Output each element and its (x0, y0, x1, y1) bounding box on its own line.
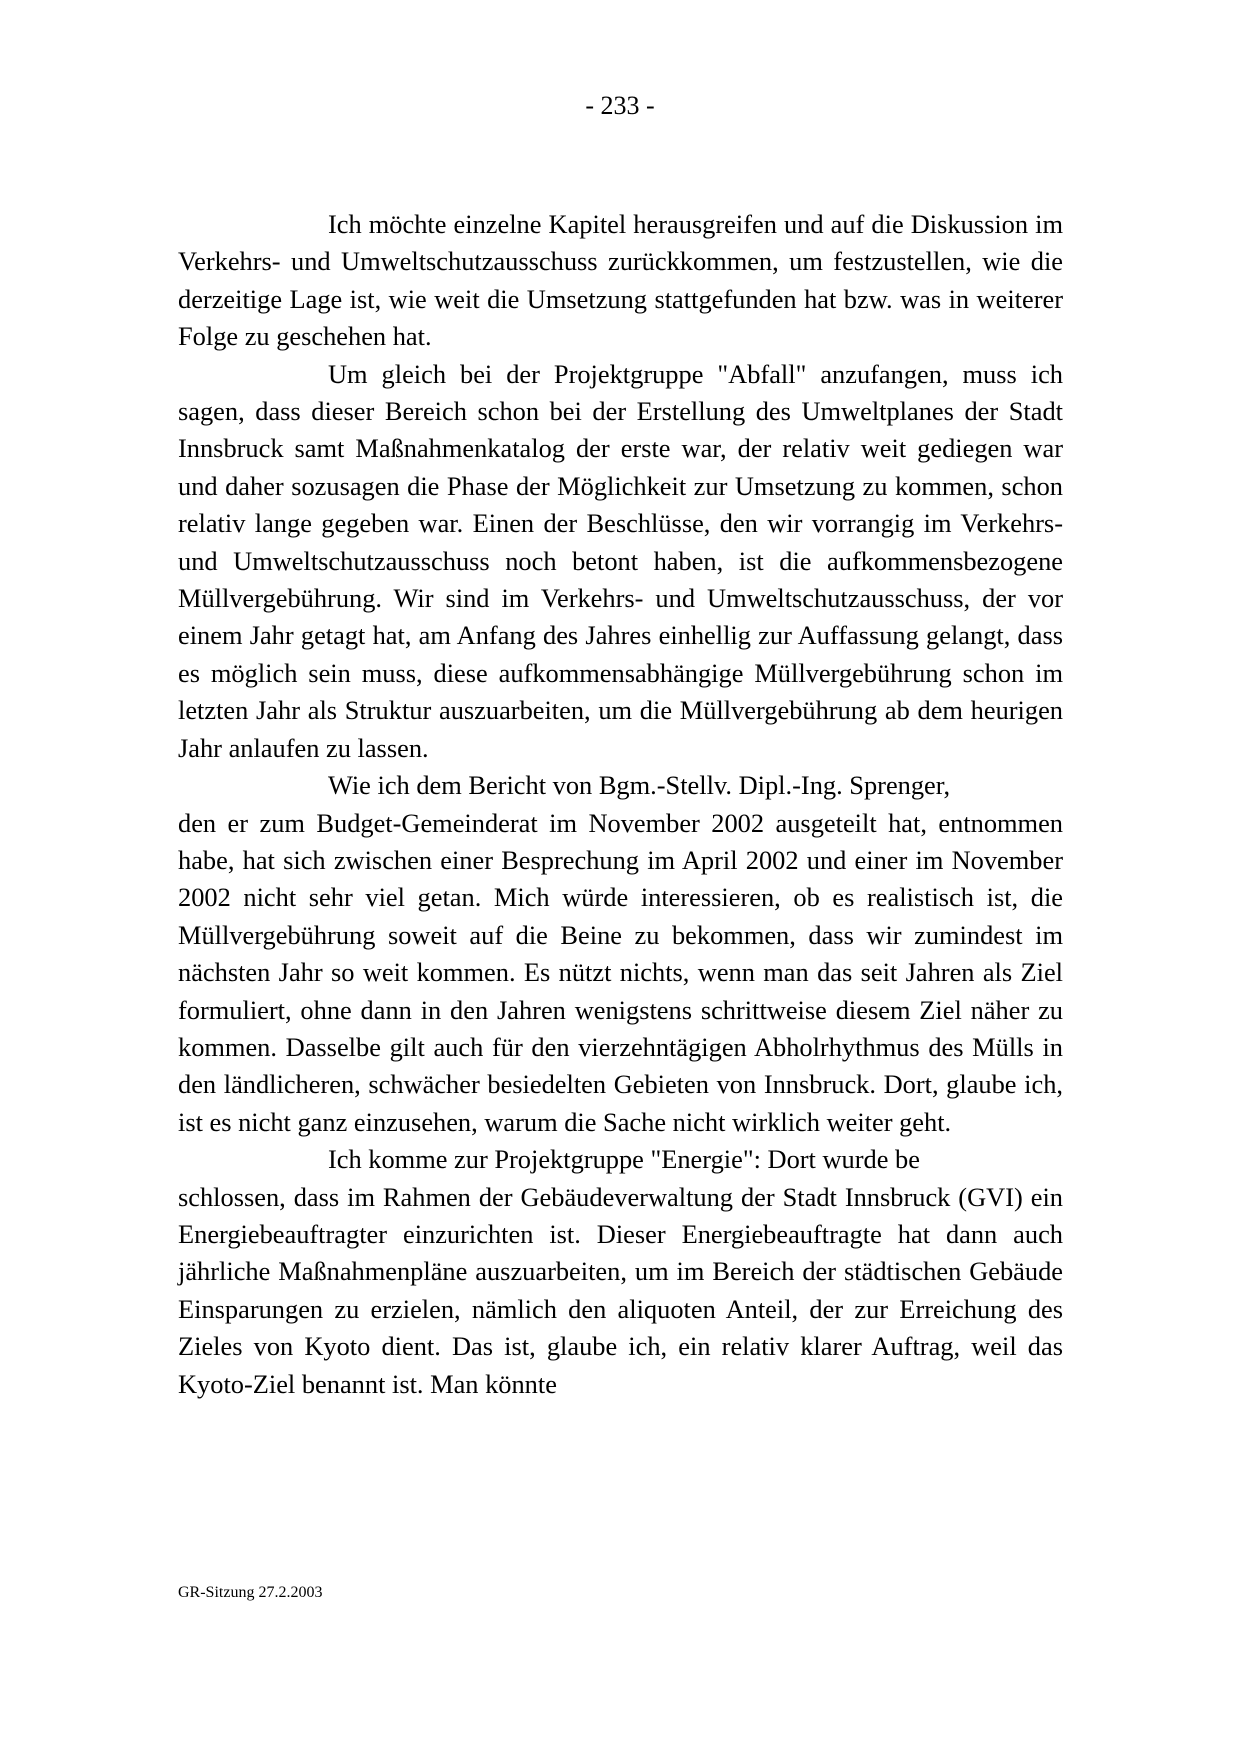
body-text (178, 206, 1063, 1403)
paragraph-abfall: Um gleich bei der Projektgruppe "Abfall" anzufangen, muss ich sagen, dass dieser Bereich schon bei der Erstellung des Umweltplanes der Stadt Innsbruck samt Maßnahmenkatalog der erste war, der relativ weit gediegen war und daher sozusagen die Phase der Möglichkeit zur Umsetzung zu kommen, schon relativ lange gegeben war. Einen der Beschlüsse, den wir vorrangig im Verkehrs- und Umweltschutzausschuss noch betont haben, ist die aufkommensbezogene Müllvergebührung. Wir sind im Verkehrs- und Umweltschutzausschuss, der vor einem Jahr getagt hat, am Anfang des Jahres einhellig zur Auffassung gelangt, dass es möglich sein muss, diese aufkommensabhängige Müllvergebührung schon im letzten Jahr als Struktur auszuarbeiten, um die Müllvergebührung ab dem heurigen Jahr anlaufen zu lassen. (178, 358, 1063, 763)
footer-session-date: GR-Sitzung 27.2.2003 (178, 1584, 323, 1601)
paragraph-energie: Ich komme zur Projektgruppe "Energie": Dort wurde be schlossen, dass im Rahmen der Gebäudeverwaltung der Stadt Innsbruck (GVI) ein Energiebeauftragter einzurichten ist. Dieser Energiebeauftragte hat dann auch jährliche Maßnahmenpläne auszuarbeiten, um im Bereich der städtischen Gebäude Einsparungen zu erzielen, nämlich den aliquoten Anteil, der zur Erreichung des Zieles von Kyoto dient. Das ist, glaube ich, ein relativ klarer Auftrag, weil das Kyoto-Ziel benannt ist. Man könnte (178, 1144, 1063, 1399)
paragraph-bericht: Wie ich dem Bericht von Bgm.-Stellv. Dipl.-Ing. Sprenger, den er zum Budget-Gemeinderat im November 2002 ausgeteilt hat, entnommen habe, hat sich zwischen einer Besprechung im April 2002 und einer im November 2002 nicht sehr viel getan. Mich würde interessieren, ob es realistisch ist, die Müllvergebührung soweit auf die Beine zu bekommen, dass wir zumindest im nächsten Jahr so weit kommen. Es nützt nichts, wenn man das seit Jahren als Ziel formuliert, ohne dann in den Jahren wenigstens schrittweise diesem Ziel näher zu kommen. Dasselbe gilt auch für den vierzehntägigen Abholrhythmus des Mülls in den ländlicheren, schwächer besiedelten Gebieten von Innsbruck. Dort, glaube ich, ist es nicht ganz einzusehen, warum die Sache nicht wirklich weiter geht. (178, 770, 1063, 1137)
page-number: - 233 - (585, 91, 655, 120)
paragraph-intro: Ich möchte einzelne Kapitel herausgreifen und auf die Diskussion im Verkehrs- und Umweltschutzausschuss zurückkommen, um festzustellen, wie die derzeitige Lage ist, wie weit die Umsetzung stattgefunden hat bzw. was in weiterer Folge zu geschehen hat. (178, 209, 1063, 352)
